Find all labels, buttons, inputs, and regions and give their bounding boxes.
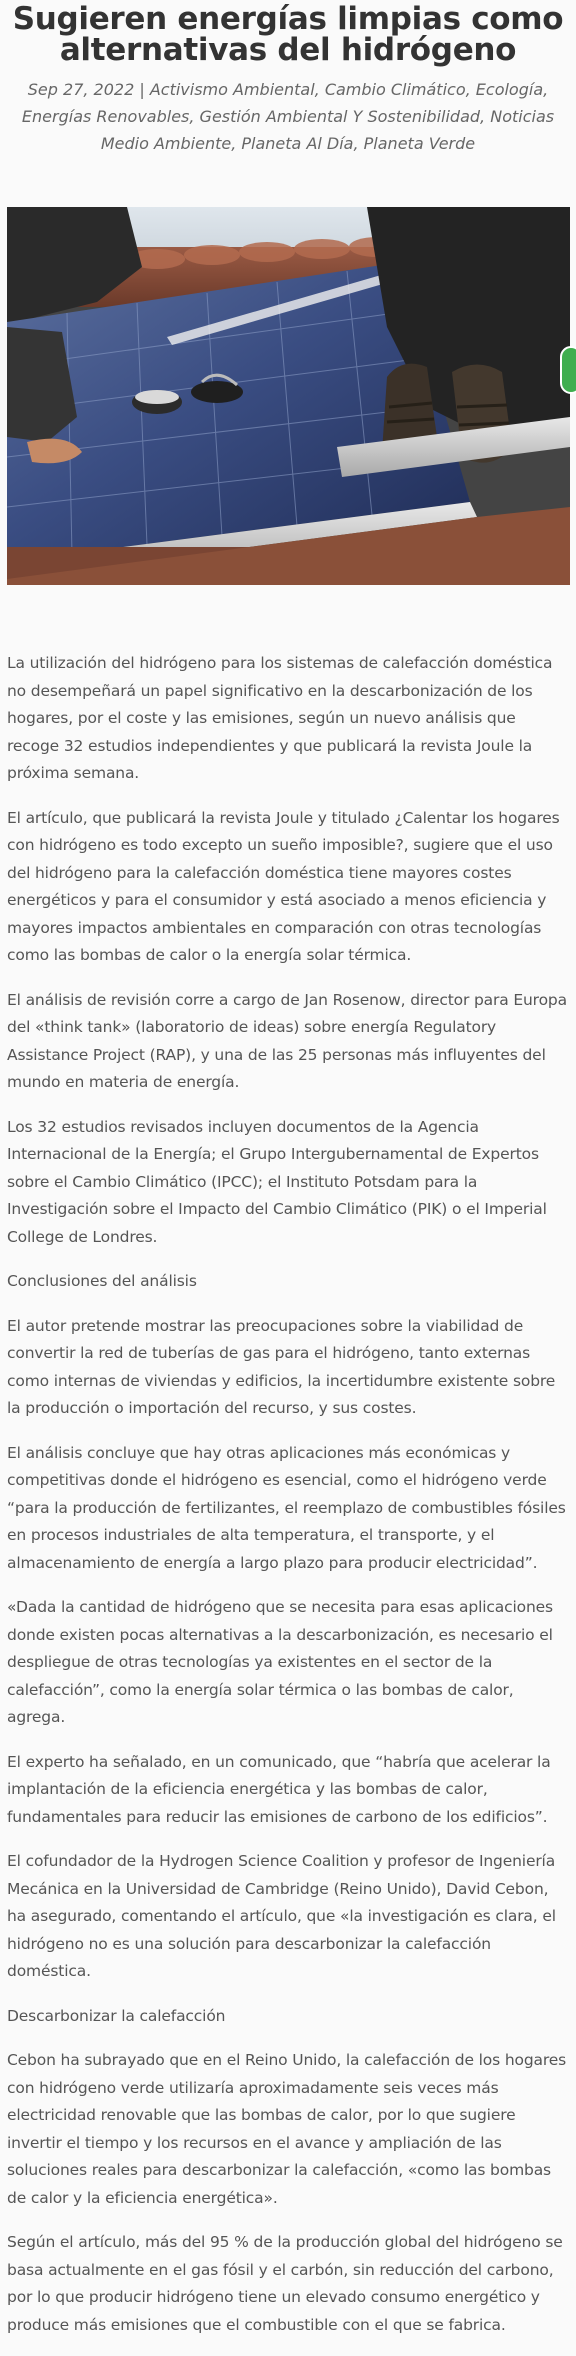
- article-paragraph: Según el artículo, más del 95 % de la producción global del hidrógeno se basa actualmente en el gas fósil y el carbón, sin reducción del carbono, por lo que producir hidrógeno tiene un elevado consumo energético y produce más emisiones que el combustible con el que se fabrica.: [7, 2233, 563, 2334]
- section-subheading: Descarbonizar la calefacción: [7, 2006, 226, 2025]
- solar-panel-photo: [7, 207, 570, 585]
- article-paragraph: El artículo, que publicará la revista Joule y titulado ¿Calentar los hogares con hidrógeno es todo excepto un sueño imposible?, sugiere que el uso del hidrógeno para la calefacción doméstica tiene mayores costes energéticos y para el consumidor y está asociado a menos eficiencia y mayores impactos ambientales en comparación con otras tecnologías como las bombas de calor o la energía solar térmica.: [7, 808, 560, 964]
- category-link[interactable]: Ecología: [475, 80, 544, 99]
- article-body: [7, 650, 569, 2356]
- green-pill-icon[interactable]: [560, 346, 576, 394]
- post-meta: Sep 27, 2022 | Activismo Ambiental, Cambio Climático, Ecología, Energías Renovables, Gestión Ambiental Y Sostenibilidad, Noticias Medio Ambiente, Planeta Al Día, Planeta Verde: [21, 80, 555, 153]
- meta-separator: |: [134, 80, 150, 99]
- post-date: Sep 27, 2022: [27, 80, 135, 99]
- article-paragraph: El experto ha señalado, en un comunicado, que “habría que acelerar la implantación de la eficiencia energética y las bombas de calor, fundamentales para reducir las emisiones de carbono de los edificios”.: [7, 1752, 551, 1826]
- article-paragraph: Cebon ha subrayado que en el Reino Unido, la calefacción de los hogares con hidrógeno verde utilizaría aproximadamente seis veces más electricidad renovable que las bombas de calor, por lo que sugiere invertir el tiempo y los recursos en el avance y ampliación de las soluciones reales para descarbonizar la calefacción, «como las bombas de calor y la eficiencia energética».: [7, 2051, 567, 2207]
- category-link[interactable]: Cambio Climático: [324, 80, 466, 99]
- article-paragraph: La utilización del hidrógeno para los sistemas de calefacción doméstica no desempeñará un papel significativo en la descarbonización de los hogares, por el coste y las emisiones, según un nuevo análisis que recoge 32 estudios independientes y que publicará la revista Joule la próxima semana.: [7, 654, 553, 782]
- section-subheading: Conclusiones del análisis: [7, 1272, 197, 1290]
- article-paragraph: Los 32 estudios revisados incluyen documentos de la Agencia Internacional de la Energía; el Grupo Intergubernamental de Expertos sobre el Cambio Climático (IPCC); el Instituto Potsdam para la Investigación sobre el Impacto del Cambio Climático (PIK) o el Imperial College de Londres.: [7, 1117, 547, 1246]
- featured-image: [7, 207, 570, 585]
- article-paragraph: El autor pretende mostrar las preocupaciones sobre la viabilidad de convertir la red de tuberías de gas para el hidrógeno, tanto externas como internas de viviendas y edificios, la incertidumbre existente sobre la producción o importación del recurso, y sus costes.: [7, 1316, 556, 1417]
- category-link[interactable]: Planeta Al Día: [241, 134, 354, 153]
- category-link[interactable]: Gestión Ambiental Y Sostenibilidad: [199, 107, 481, 126]
- article-title: Sugieren energías limpias como alternativas del hidrógeno: [12, 1, 564, 68]
- category-link[interactable]: Planeta Verde: [363, 134, 476, 153]
- category-link[interactable]: Noticias Medio Ambiente: [100, 107, 555, 153]
- category-link[interactable]: Energías Renovables: [21, 107, 190, 126]
- article-paragraph: El análisis concluye que hay otras aplicaciones más económicas y competitivas donde el hidrógeno es esencial, como el hidrógeno verde “para la producción de fertilizantes, el reemplazo de combustibles fósiles en procesos industriales de alta temperatura, el transporte, y el almacenamiento de energía a largo plazo para producir electricidad”.: [7, 1443, 566, 1572]
- article-paragraph: «Dada la cantidad de hidrógeno que se necesita para esas aplicaciones donde existen pocas alternativas a la descarbonización, es necesario el despliegue de otras tecnologías ya existentes en el sector de la calefacción”, como la energía solar térmica o las bombas de calor, agrega.: [7, 1598, 553, 1726]
- article-paragraph: El análisis de revisión corre a cargo de Jan Rosenow, director para Europa del «think tank» (laboratorio de ideas) sobre energía Regulatory Assistance Project (RAP), y una de las 25 personas más influyentes del mundo en materia de energía.: [7, 990, 567, 1091]
- article-paragraph: El cofundador de la Hydrogen Science Coalition y profesor de Ingeniería Mecánica en la Universidad de Cambridge (Reino Unido), David Cebon, ha asegurado, comentando el artículo, que «la investigación es clara, el hidrógeno no es una solución para descarbonizar la calefacción doméstica.: [7, 1852, 556, 1980]
- category-link[interactable]: Activismo Ambiental: [149, 80, 315, 99]
